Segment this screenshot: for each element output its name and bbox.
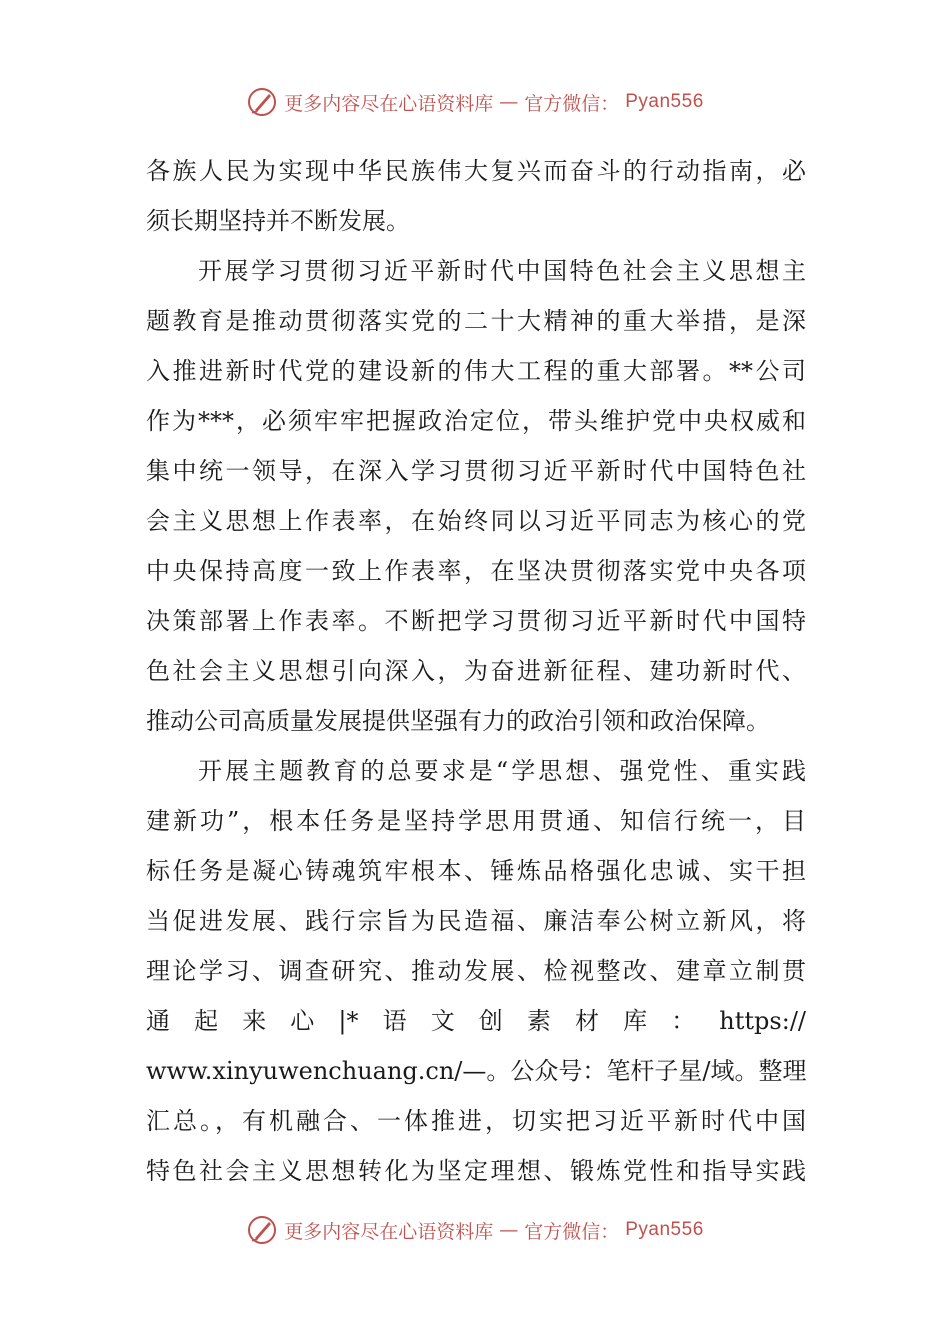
text-line: 题教育是推动贯彻落实党的二十大精神的重大举措，是深 bbox=[146, 307, 806, 335]
text-line: 建新功”，根本任务是坚持学思用贯通、知信行统一，目 bbox=[146, 807, 806, 835]
banner-separator: — bbox=[499, 1219, 519, 1241]
text-line: 各族人民为实现中华民族伟大复兴而奋斗的行动指南，必 bbox=[146, 157, 806, 185]
document-body bbox=[146, 146, 806, 1196]
text-line: 通起来心|*语文创素材库：https:// bbox=[146, 1007, 806, 1035]
text-line: 色社会主义思想引向深入，为奋进新征程、建功新时代、 bbox=[146, 657, 806, 685]
text-line: 特色社会主义思想转化为坚定理想、锻炼党性和指导实践 bbox=[146, 1157, 806, 1185]
text-line: 入推进新时代党的建设新的伟大工程的重大部署。**公司 bbox=[146, 357, 806, 385]
quill-logo-icon bbox=[246, 1214, 278, 1246]
banner-wechat-id: Pyan556 bbox=[625, 91, 704, 112]
text-line: 决策部署上作表率。不断把学习贯彻习近平新时代中国特 bbox=[146, 607, 806, 635]
text-line: 开展主题教育的总要求是“学思想、强党性、重实践 bbox=[198, 757, 806, 785]
text-line: 须长期坚持并不断发展。 bbox=[146, 207, 410, 235]
text-line: 推动公司高质量发展提供坚强有力的政治引领和政治保障。 bbox=[146, 707, 770, 735]
text-line: 作为***，必须牢牢把握政治定位，带头维护党中央权威和 bbox=[146, 407, 806, 435]
quill-logo-icon bbox=[246, 86, 278, 118]
banner-wechat-label: 官方微信： bbox=[524, 92, 620, 115]
banner-wechat-label: 官方微信： bbox=[524, 1220, 620, 1243]
text-line: 开展学习贯彻习近平新时代中国特色社会主义思想主 bbox=[198, 257, 806, 285]
text-line: 中央保持高度一致上作表率，在坚决贯彻落实党中央各项 bbox=[146, 557, 806, 585]
text-line: 会主义思想上作表率，在始终同以习近平同志为核心的党 bbox=[146, 507, 806, 535]
banner-wechat-id: Pyan556 bbox=[625, 1219, 704, 1240]
footer-banner bbox=[0, 1210, 950, 1250]
banner-text: 更多内容尽在心语资料库 bbox=[284, 92, 494, 115]
banner-text: 更多内容尽在心语资料库 bbox=[284, 1220, 494, 1243]
text-line: 当促进发展、践行宗旨为民造福、廉洁奉公树立新风，将 bbox=[146, 907, 806, 935]
text-line: 汇总。，有机融合、一体推进，切实把习近平新时代中国 bbox=[146, 1107, 806, 1135]
text-line: 理论学习、调查研究、推动发展、检视整改、建章立制贯 bbox=[146, 957, 806, 985]
text-line: www.xinyuwenchuang.cn/—。公众号：笔杆子星/域。整理 bbox=[146, 1057, 806, 1085]
header-banner bbox=[0, 82, 950, 122]
banner-separator: — bbox=[499, 91, 519, 113]
text-line: 标任务是凝心铸魂筑牢根本、锤炼品格强化忠诚、实干担 bbox=[146, 857, 806, 885]
text-line: 集中统一领导，在深入学习贯彻习近平新时代中国特色社 bbox=[146, 457, 806, 485]
